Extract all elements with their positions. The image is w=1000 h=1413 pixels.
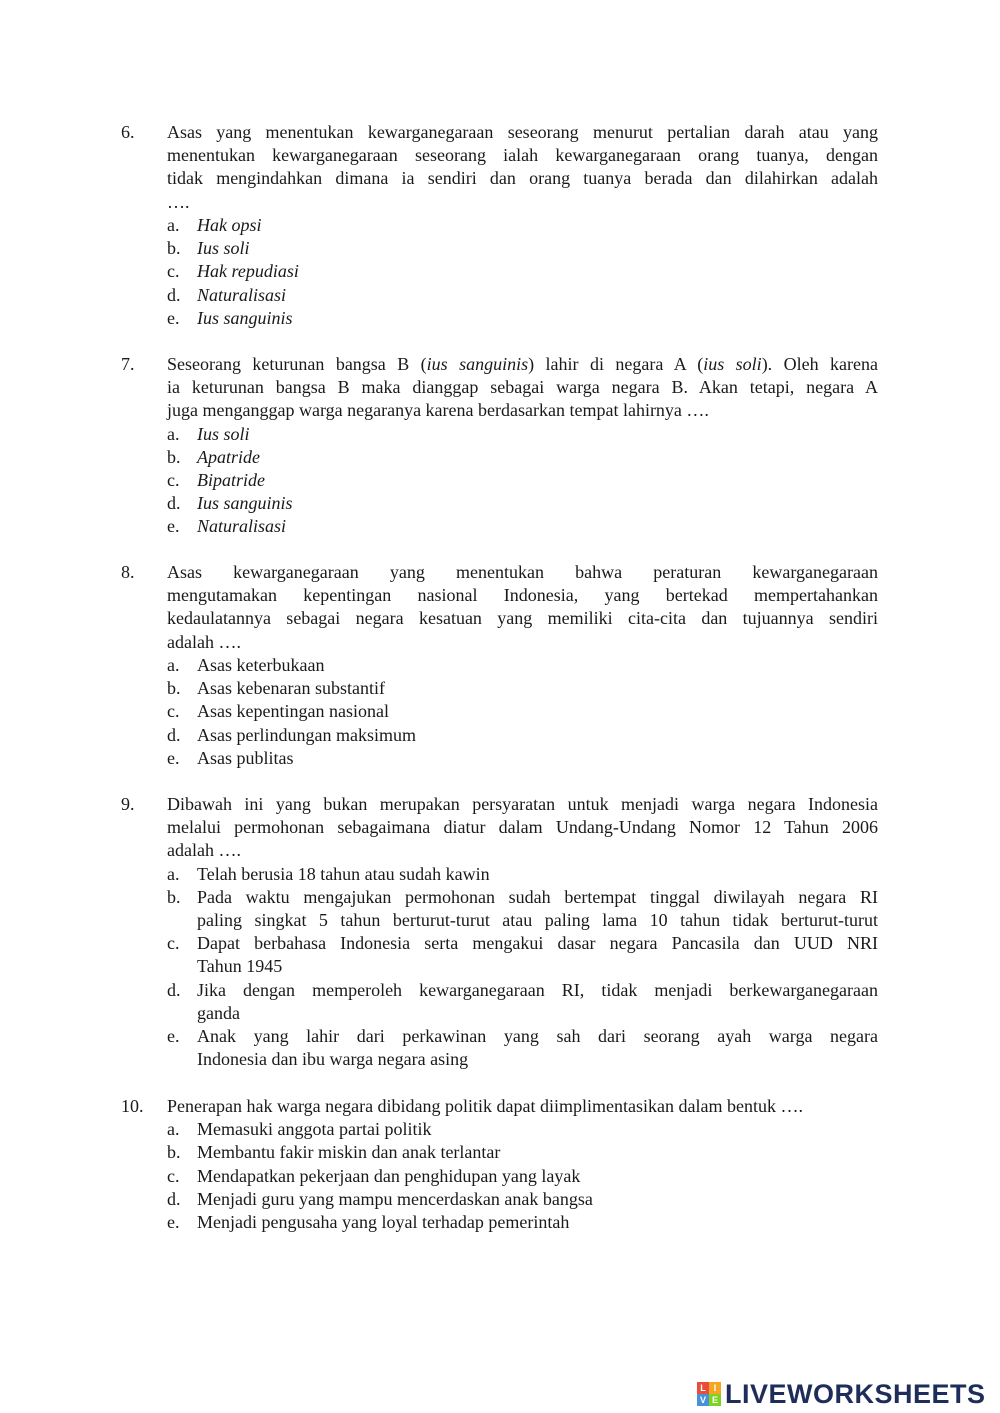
question-line: adalah …. (167, 840, 241, 861)
question-line: kedaulatannya sebagai negara kesatuan yang memiliki cita-cita dan tujuannya sendiri (167, 608, 878, 629)
option-d[interactable] (167, 979, 878, 1025)
option-text: Asas kebenaran substantif (197, 678, 385, 699)
option-letter: a. (167, 1119, 180, 1140)
option-letter: d. (167, 493, 181, 514)
option-a[interactable] (167, 214, 878, 237)
text-run: Seseorang keturunan bangsa B ( (167, 354, 427, 374)
question-text (167, 353, 878, 423)
option-letter: a. (167, 655, 180, 675)
option-letter: e. (167, 747, 180, 768)
option-d[interactable] (167, 1188, 878, 1211)
option-text: Ius sanguinis (197, 493, 293, 514)
question-text (167, 121, 878, 214)
option-text: Bipatride (197, 470, 265, 490)
option-text (197, 979, 878, 1025)
option-text: Asas perlindungan maksimum (197, 724, 416, 745)
option-text (197, 886, 878, 932)
option-letter: e. (167, 1026, 180, 1047)
option-line: Pada waktu mengajukan permohonan sudah bertempat tinggal diwilayah negara RI (197, 886, 878, 907)
option-text: Asas publitas (197, 747, 294, 768)
question-line: mengutamakan kepentingan nasional Indonesia, yang bertekad mempertahankan (167, 585, 878, 606)
logo-mark-cell: V (697, 1394, 709, 1406)
question-line: melalui permohonan sebagaimana diatur dalam Undang-Undang Nomor 12 Tahun 2006 (167, 817, 878, 838)
option-d[interactable] (167, 724, 878, 747)
option-e[interactable] (167, 307, 878, 330)
question-line: tidak mengindahkan dimana ia sendiri dan orang tuanya berada dan dilahirkan adalah (167, 168, 878, 189)
option-line: Dapat berbahasa Indonesia serta mengakui dasar negara Pancasila dan UUD NRI (197, 933, 878, 954)
option-letter: b. (167, 886, 181, 907)
option-line: Telah berusia 18 tahun atau sudah kawin (197, 863, 490, 884)
option-letter: a. (167, 863, 180, 884)
option-b[interactable] (167, 886, 878, 932)
option-b[interactable] (167, 237, 878, 260)
text-run: ) lahir di negara A ( (528, 354, 704, 374)
question-line: Dibawah ini yang bukan merupakan persyaratan untuk menjadi warga negara Indonesia (167, 794, 878, 814)
question-number: 9. (121, 794, 135, 814)
option-d[interactable] (167, 492, 878, 515)
option-text: Mendapatkan pekerjaan dan penghidupan yang layak (197, 1165, 581, 1186)
option-text: Ius soli (197, 238, 250, 259)
option-text: Naturalisasi (197, 516, 287, 537)
option-a[interactable] (167, 863, 878, 886)
option-letter: a. (167, 215, 180, 235)
option-letter: b. (167, 238, 181, 259)
option-text: Memasuki anggota partai politik (197, 1119, 432, 1140)
question-number: 8. (121, 562, 135, 582)
option-c[interactable] (167, 260, 878, 283)
option-text: Menjadi pengusaha yang loyal terhadap pemerintah (197, 1212, 570, 1232)
option-letter: c. (167, 701, 180, 722)
logo-mark-icon (697, 1382, 721, 1406)
liveworksheets-logo (697, 1378, 986, 1410)
options-list (167, 423, 878, 539)
option-line: Tahun 1945 (197, 956, 283, 977)
logo-mark-cell: I (709, 1382, 721, 1394)
option-e[interactable] (167, 1211, 878, 1234)
option-letter: c. (167, 470, 180, 490)
option-letter: c. (167, 261, 180, 282)
question-text (167, 793, 878, 863)
option-a[interactable] (167, 1118, 878, 1141)
option-text: Hak repudiasi (197, 261, 299, 282)
option-b[interactable] (167, 1141, 878, 1164)
option-text: Naturalisasi (197, 284, 287, 305)
question-text (167, 561, 878, 654)
question-line: menentukan kewarganegaraan seseorang ialah kewarganegaraan orang tuanya, dengan (167, 145, 878, 166)
question-line: juga menganggap warga negaranya karena berdasarkan tempat lahirnya …. (167, 400, 709, 421)
option-letter: c. (167, 1165, 180, 1186)
option-text (197, 1025, 878, 1071)
option-b[interactable] (167, 677, 878, 700)
option-e[interactable] (167, 1025, 878, 1071)
option-c[interactable] (167, 1165, 878, 1188)
option-text: Ius soli (197, 423, 250, 444)
options-list (167, 214, 878, 330)
question-number: 10. (121, 1096, 144, 1116)
option-text: Menjadi guru yang mampu mencerdaskan anak bangsa (197, 1188, 593, 1209)
option-text: Apatride (197, 446, 260, 467)
question-text (167, 1095, 878, 1118)
option-letter: b. (167, 1142, 181, 1163)
italic-term: ius soli (703, 354, 762, 374)
options-list (167, 654, 878, 770)
option-letter: e. (167, 516, 180, 537)
text-run: ). Oleh karena (761, 354, 878, 374)
question-line: adalah …. (167, 631, 241, 652)
question-line: …. (167, 191, 190, 212)
option-line: Jika dengan memperoleh kewarganegaraan RI, tidak menjadi berkewarganegaraan (197, 979, 878, 1000)
option-e[interactable] (167, 515, 878, 538)
option-b[interactable] (167, 446, 878, 469)
question-line: Asas kewarganegaraan yang menentukan bahwa peraturan kewarganegaraan (167, 562, 878, 582)
option-letter: c. (167, 933, 180, 954)
option-c[interactable] (167, 932, 878, 978)
logo-mark-cell: L (697, 1382, 709, 1394)
italic-term: ius sanguinis (426, 354, 529, 374)
option-text: Asas keterbukaan (197, 655, 325, 675)
option-text: Membantu fakir miskin dan anak terlantar (197, 1142, 501, 1163)
question-line: Penerapan hak warga negara dibidang politik dapat diimplimentasikan dalam bentuk …. (167, 1096, 803, 1116)
question-number: 6. (121, 122, 135, 142)
option-letter: d. (167, 1188, 181, 1209)
option-text: Asas kepentingan nasional (197, 701, 389, 722)
question-line (167, 353, 878, 376)
question-line: Asas yang menentukan kewarganegaraan seseorang menurut pertalian darah atau yang (167, 122, 878, 142)
option-letter: e. (167, 1212, 180, 1232)
option-text (197, 932, 878, 978)
option-c[interactable] (167, 700, 878, 723)
option-letter: b. (167, 678, 181, 699)
option-line: Indonesia dan ibu warga negara asing (197, 1049, 469, 1070)
option-a[interactable] (167, 423, 878, 446)
question-line: ia keturunan bangsa B maka dianggap sebagai warga negara B. Akan tetapi, negara A (167, 377, 878, 398)
option-e[interactable] (167, 747, 878, 770)
option-line: paling singkat 5 tahun berturut-turut atau paling lama 10 tahun tidak berturut-turut (197, 910, 878, 930)
option-letter: a. (167, 423, 180, 444)
option-text: Hak opsi (197, 215, 262, 235)
question-number: 7. (121, 354, 135, 374)
option-letter: e. (167, 307, 180, 328)
option-letter: b. (167, 446, 181, 467)
option-line: ganda (197, 1002, 240, 1023)
option-c[interactable] (167, 469, 878, 492)
option-d[interactable] (167, 284, 878, 307)
options-list (167, 863, 878, 1072)
option-letter: d. (167, 724, 181, 745)
option-letter: d. (167, 979, 181, 1000)
option-a[interactable] (167, 654, 878, 677)
logo-mark-cell: E (709, 1394, 721, 1406)
option-line: Anak yang lahir dari perkawinan yang sah dari seorang ayah warga negara (197, 1026, 878, 1047)
option-letter: d. (167, 284, 181, 305)
options-list (167, 1118, 878, 1234)
option-text: Ius sanguinis (197, 307, 293, 328)
logo-text: LIVEWORKSHEETS (725, 1379, 986, 1409)
option-text (197, 863, 878, 886)
